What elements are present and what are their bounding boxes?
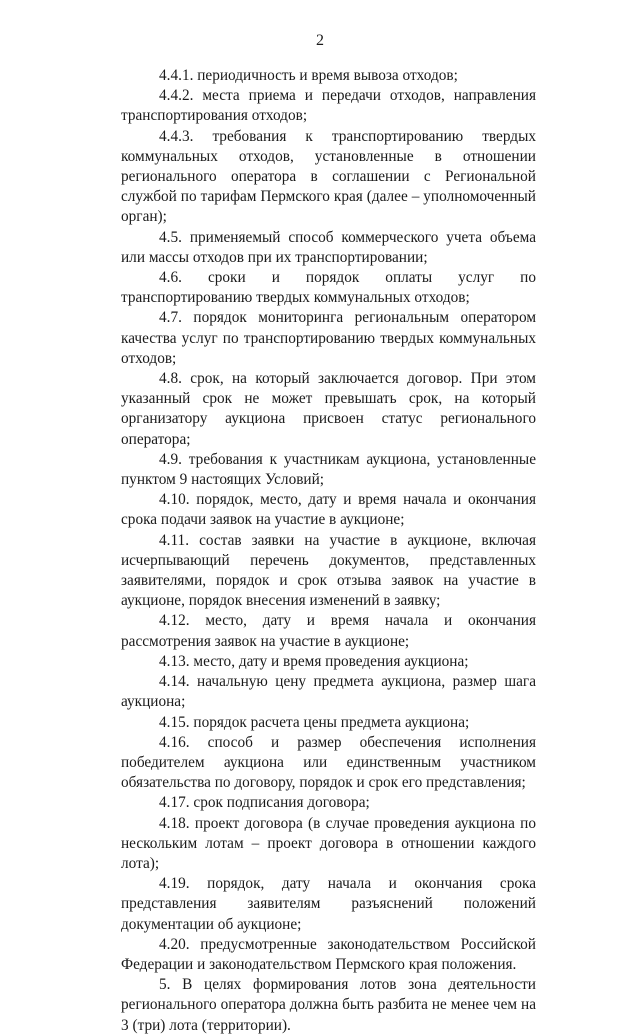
paragraph-4-20: 4.20. предусмотренные законодательством Российской Федерации и законодательством Пермского края положения.	[121, 935, 536, 973]
paragraph-4-4-2: 4.4.2. места приема и передачи отходов, направления транспортирования отходов;	[121, 87, 536, 125]
paragraph-4-11: 4.11. состав заявки на участие в аукционе, включая исчерпывающий перечень документов, представленных заявителями, порядок и срок отзыва заявок на участие в аукционе, порядок внесения изменений в заявку;	[121, 531, 536, 610]
paragraph-4-9: 4.9. требования к участникам аукциона, установленные пунктом 9 настоящих Условий;	[121, 450, 536, 489]
paragraph-4-10: 4.10. порядок, место, дату и время начала и окончания срока подачи заявок на участие в аукционе;	[121, 491, 536, 529]
paragraph-4-17: 4.17. срок подписания договора;	[159, 794, 370, 812]
paragraph-4-4-1: 4.4.1. периодичность и время вывоза отходов;	[159, 67, 458, 84]
paragraph-4-16: 4.16. способ и размер обеспечения исполнения победителем аукциона или единственным участником обязательства по договору, порядок и срок его представления;	[121, 733, 536, 792]
paragraph-4-5: 4.5. применяемый способ коммерческого учета объема или массы отходов при их транспортировании;	[121, 228, 536, 266]
paragraph-4-18: 4.18. проект договора (в случае проведения аукциона по нескольким лотам – проект договора в отношении каждого лота);	[121, 814, 536, 872]
paragraph-4-4-3: 4.4.3. требования к транспортированию твердых коммунальных отходов, установленные в отношении регионального оператора в соглашении с Региональной службой по тарифам Пермского края (далее – уполномоченный орган);	[121, 127, 536, 226]
paragraph-4-12: 4.12. место, дату и время начала и окончания рассмотрения заявок на участие в аукционе;	[121, 612, 536, 650]
page-number: 2	[316, 32, 324, 49]
paragraph-4-13: 4.13. место, дату и время проведения аукциона;	[159, 652, 469, 670]
paragraph-4-6: 4.6. сроки и порядок оплаты услуг по транспортированию твердых коммунальных отходов;	[121, 269, 536, 307]
paragraph-4-19: 4.19. порядок, дату начала и окончания срока представления заявителям разъяснений положений документации об аукционе;	[121, 875, 536, 933]
paragraph-4-8: 4.8. срок, на который заключается договор. При этом указанный срок не может превышать срок, на который организатору аукциона присвоен статус регионального оператора;	[121, 370, 536, 448]
document-body	[121, 66, 536, 1036]
paragraph-4-14: 4.14. начальную цену предмета аукциона, размер шага аукциона;	[121, 673, 536, 711]
paragraph-4-7: 4.7. порядок мониторинга региональным оператором качества услуг по транспортированию твердых коммунальных отходов;	[121, 309, 536, 367]
paragraph-4-15: 4.15. порядок расчета цены предмета аукциона;	[159, 713, 470, 731]
paragraph-5: 5. В целях формирования лотов зона деятельности регионального оператора должна быть разбита не менее чем на 3 (три) лота (территории).	[121, 976, 536, 1034]
